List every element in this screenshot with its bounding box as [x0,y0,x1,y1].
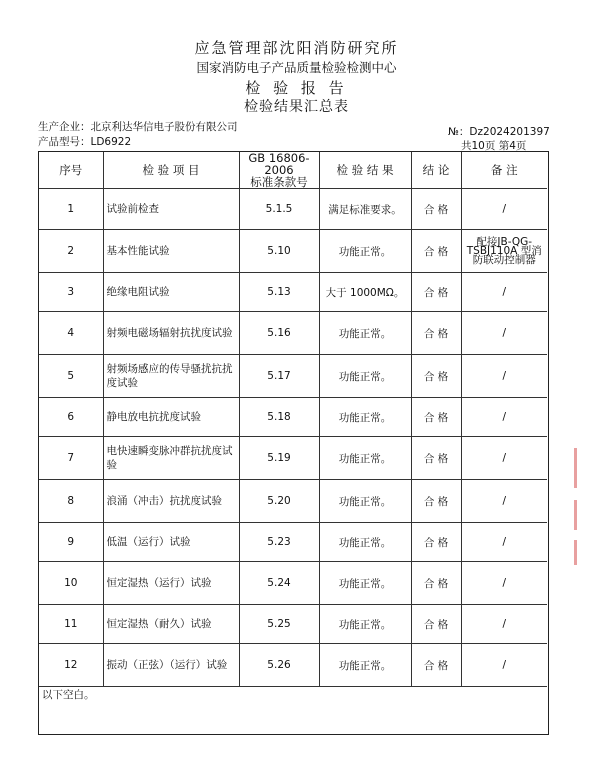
clause-cell: 5.25 [239,605,319,644]
table-row [39,523,547,562]
item-cell: 低温（运行）试验 [103,523,239,562]
conclusion-cell: 合 格 [411,605,461,644]
header-standard [239,152,319,189]
remark-cell: / [461,480,547,523]
seq-cell: 1 [39,189,103,230]
header-conclusion: 结 论 [411,152,461,189]
item-cell: 射频电磁场辐射抗扰度试验 [103,312,239,355]
seq-cell: 2 [39,230,103,273]
result-cell: 功能正常。 [319,480,411,523]
remark-cell: 配接JB-QG-TSBJ110A 型消防联动控制器 [461,230,547,273]
remark-cell: / [461,398,547,437]
result-cell: 功能正常。 [319,562,411,605]
conclusion-cell: 合 格 [411,437,461,480]
table-row [39,605,547,644]
manufacturer: 生产企业：北京利达华信电子股份有限公司 [38,121,238,133]
clause-cell: 5.16 [239,312,319,355]
header-standard-clause: 标准条款号 [250,175,308,189]
summary-title: 检验结果汇总表 [244,99,349,115]
table-body [39,189,547,687]
header-seq: 序号 [39,152,103,189]
clause-cell: 5.10 [239,230,319,273]
table-row [39,480,547,523]
seq-cell: 11 [39,605,103,644]
item-cell: 恒定湿热（运行）试验 [103,562,239,605]
conclusion-cell: 合 格 [411,189,461,230]
table-row [39,273,547,312]
clause-cell: 5.13 [239,273,319,312]
table-row [39,437,547,480]
clause-cell: 5.20 [239,480,319,523]
table-row [39,398,547,437]
table-row [39,355,547,398]
item-cell: 绝缘电阻试验 [103,273,239,312]
result-cell: 功能正常。 [319,230,411,273]
report-title: 检 验 报 告 [245,79,348,97]
item-cell: 恒定湿热（耐久）试验 [103,605,239,644]
remark-cell: / [461,644,547,687]
item-cell: 静电放电抗扰度试验 [103,398,239,437]
clause-cell: 5.23 [239,523,319,562]
result-cell: 功能正常。 [319,605,411,644]
table-row [39,644,547,687]
result-cell: 功能正常。 [319,644,411,687]
clause-cell: 5.24 [239,562,319,605]
remark-cell: / [461,273,547,312]
result-cell: 满足标准要求。 [319,189,411,230]
item-cell: 电快速瞬变脉冲群抗扰度试验 [103,437,239,480]
result-cell: 功能正常。 [319,355,411,398]
seq-cell: 8 [39,480,103,523]
table-row [39,189,547,230]
seq-cell: 3 [39,273,103,312]
report-number: №：Dz2024201397 [448,126,550,138]
conclusion-cell: 合 格 [411,644,461,687]
clause-cell: 5.18 [239,398,319,437]
conclusion-cell: 合 格 [411,230,461,273]
result-cell: 功能正常。 [319,523,411,562]
result-cell: 功能正常。 [319,437,411,480]
conclusion-cell: 合 格 [411,355,461,398]
seq-cell: 4 [39,312,103,355]
result-cell: 功能正常。 [319,312,411,355]
clause-cell: 5.1.5 [239,189,319,230]
seq-cell: 7 [39,437,103,480]
remark-cell: / [461,523,547,562]
seq-cell: 5 [39,355,103,398]
remark-cell: / [461,312,547,355]
clause-cell: 5.17 [239,355,319,398]
center-name: 国家消防电子产品质量检验检测中心 [196,60,397,75]
item-cell: 振动（正弦）（运行）试验 [103,644,239,687]
result-cell: 大于 1000MΩ。 [319,273,411,312]
clause-cell: 5.26 [239,644,319,687]
table-row [39,562,547,605]
table-header-row [39,152,547,189]
conclusion-cell: 合 格 [411,398,461,437]
institute-name: 应急管理部沈阳消防研究所 [194,39,399,57]
item-cell: 浪涌（冲击）抗扰度试验 [103,480,239,523]
conclusion-cell: 合 格 [411,562,461,605]
stamp-mark [574,500,577,530]
conclusion-cell: 合 格 [411,273,461,312]
results-table-frame [38,151,549,735]
clause-cell: 5.19 [239,437,319,480]
remark-cell: / [461,355,547,398]
remark-cell: / [461,605,547,644]
header-remark: 备 注 [461,152,547,189]
conclusion-cell: 合 格 [411,312,461,355]
item-cell: 基本性能试验 [103,230,239,273]
header-standard-code: GB 16806-2006 [248,152,310,177]
item-cell: 试验前检查 [103,189,239,230]
header-result: 检 验 结 果 [319,152,411,189]
seq-cell: 6 [39,398,103,437]
table-row [39,230,547,273]
footer-row [39,687,547,736]
seq-cell: 9 [39,523,103,562]
seq-cell: 10 [39,562,103,605]
conclusion-cell: 合 格 [411,480,461,523]
table-row [39,312,547,355]
product-model: 产品型号：LD6922 [38,136,132,148]
item-cell: 射频场感应的传导骚扰抗扰度试验 [103,355,239,398]
conclusion-cell: 合 格 [411,523,461,562]
stamp-mark [574,540,577,565]
header-item: 检 验 项 目 [103,152,239,189]
blank-note: 以下空白。 [39,687,547,736]
remark-cell: / [461,437,547,480]
seq-cell: 12 [39,644,103,687]
remark-cell: / [461,562,547,605]
stamp-mark [574,448,577,488]
results-table [39,152,547,735]
remark-cell: / [461,189,547,230]
result-cell: 功能正常。 [319,398,411,437]
page-info: 共10页 第4页 [461,140,527,152]
